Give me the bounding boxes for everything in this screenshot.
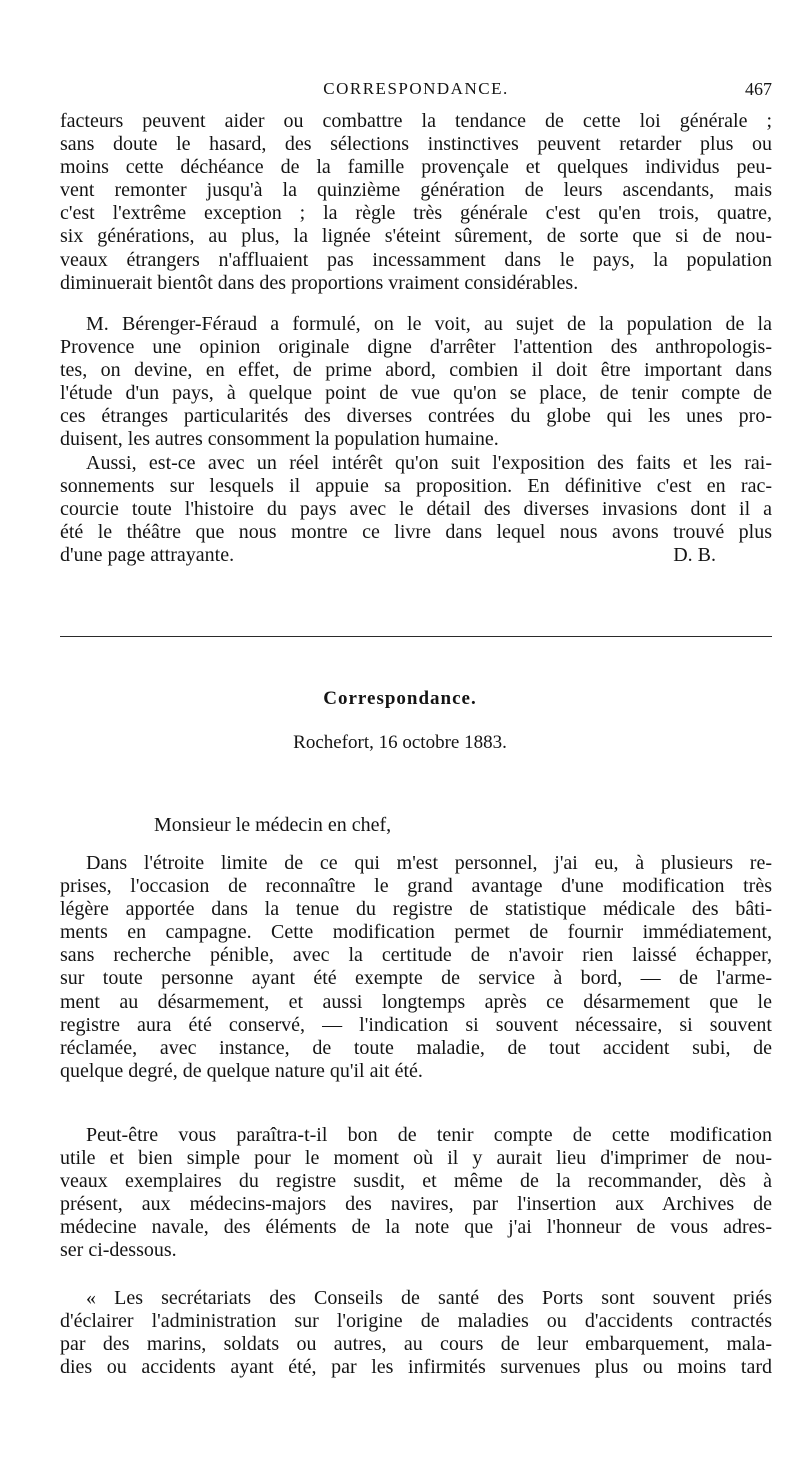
text-line: été le théâtre que nous montre ce livre dans lequel nous avons trouvé plus [60,521,772,544]
text-line: veaux étrangers n'affluaient pas incessamment dans le pays, la population [60,248,772,271]
text-line: réclamée, avec instance, de toute maladie, de tout accident subi, de [60,1036,772,1059]
text-line: registre aura été conservé, — l'indication si souvent nécessaire, si souvent [60,1013,772,1036]
text-line: Provence une opinion originale digne d'arrêter l'attention des anthropologis- [60,336,772,359]
text-line: vent remonter jusqu'à la quinzième génération de leurs ascendants, mais [60,179,772,202]
text-line: M. Bérenger-Féraud a formulé, on le voit, au sujet de la population de la [86,313,772,335]
running-title: CORRESPONDANCE. [323,79,509,98]
text-line [60,544,772,567]
page-number: 467 [745,79,772,99]
text-line: ser ci-dessous. [60,1239,177,1262]
text-line: sonnements sur lesquels il appuie sa proposition. En définitive c'est en rac- [60,475,772,498]
text-line: tes, on devine, en effet, de prime abord, combien il doit être important dans [60,359,772,382]
text-line: Aussi, est-ce avec un réel intérêt qu'on suit l'exposition des faits et les rai- [86,452,772,474]
section-title: Correspondance. [323,688,477,709]
text-line: légère apportée dans la tenue du registre de statistique médicale des bâti- [60,898,772,921]
text-line: moins cette déchéance de la famille provençale et quelques individus peu- [60,156,772,179]
text-line: l'étude d'un pays, à quelque point de vue qu'on se place, de tenir compte de [60,382,772,405]
letter-paragraph-1 [60,852,772,1083]
text-line: quelque degré, de quelque nature qu'il ait été. [60,1059,423,1082]
letter-salutation: Monsieur le médecin en chef, [154,814,392,836]
text-line: « Les secrétariats des Conseils de santé des Ports sont souvent priés [86,1287,772,1309]
text-line: c'est l'extrême exception ; la règle très générale c'est qu'en trois, quatre, [60,202,772,225]
text-line: facteurs peuvent aider ou combattre la tendance de cette loi générale ; [60,110,772,132]
text-line: dies ou accidents ayant été, par les infirmités survenues plus ou moins tard [60,1356,772,1379]
text-line: par des marins, soldats ou autres, au cours de leur embarquement, mala- [60,1333,772,1356]
text-line: sur toute personne ayant été exempte de service à bord, — de l'arme- [60,967,772,990]
text-line: six générations, au plus, la lignée s'éteint sûrement, de sorte que si de nou- [60,225,772,248]
text-line: médecine navale, des éléments de la note que j'ai l'honneur de vous adres- [60,1216,772,1239]
text-line: ment au désarmement, et aussi longtemps après ce désarmement que le [60,990,772,1013]
text-line: sans doute le hasard, des sélections instinctives peuvent retarder plus ou [60,133,772,156]
continuation-paragraph-1 [60,110,772,295]
text-line: ces étranges particularités des diverses contrées du globe qui les unes pro- [60,405,772,428]
text-line-content: d'une page attrayante. [60,544,235,567]
text-line: duisent, les autres consomment la population humaine. [60,428,499,451]
text-line: utile et bien simple pour le moment où il y aurait lieu d'imprimer de nou- [60,1147,772,1170]
continuation-paragraph-2 [60,313,772,452]
letter-paragraph-2 [60,1124,772,1263]
letter-paragraph-3 [60,1287,772,1379]
text-line: diminuerait bientôt dans des proportions vraiment considérables. [60,271,579,294]
page-header [60,76,772,102]
continuation-paragraph-3 [60,452,772,567]
text-line: d'éclairer l'administration sur l'origine de maladies ou d'accidents contractés [60,1310,772,1333]
text-line: courcie toute l'histoire du pays avec le détail des diverses invasions dont il a [60,498,772,521]
text-line: Peut-être vous paraîtra-t-il bon de tenir compte de cette modification [86,1124,772,1146]
text-line: ments en campagne. Cette modification permet de fournir immédiatement, [60,921,772,944]
review-signature: D. B. [673,544,716,567]
text-line: veaux exemplaires du registre susdit, et même de la recommander, dès à [60,1170,772,1193]
text-line: Dans l'étroite limite de ce qui m'est personnel, j'ai eu, à plusieurs re- [86,852,772,874]
section-divider [60,636,772,637]
text-line: sans recherche pénible, avec la certitude de n'avoir rien laissé échapper, [60,944,772,967]
text-line: présent, aux médecins-majors des navires, par l'insertion aux Archives de [60,1193,772,1216]
text-line: prises, l'occasion de reconnaître le grand avantage d'une modification très [60,875,772,898]
letter-dateline: Rochefort, 16 octobre 1883. [293,732,507,753]
